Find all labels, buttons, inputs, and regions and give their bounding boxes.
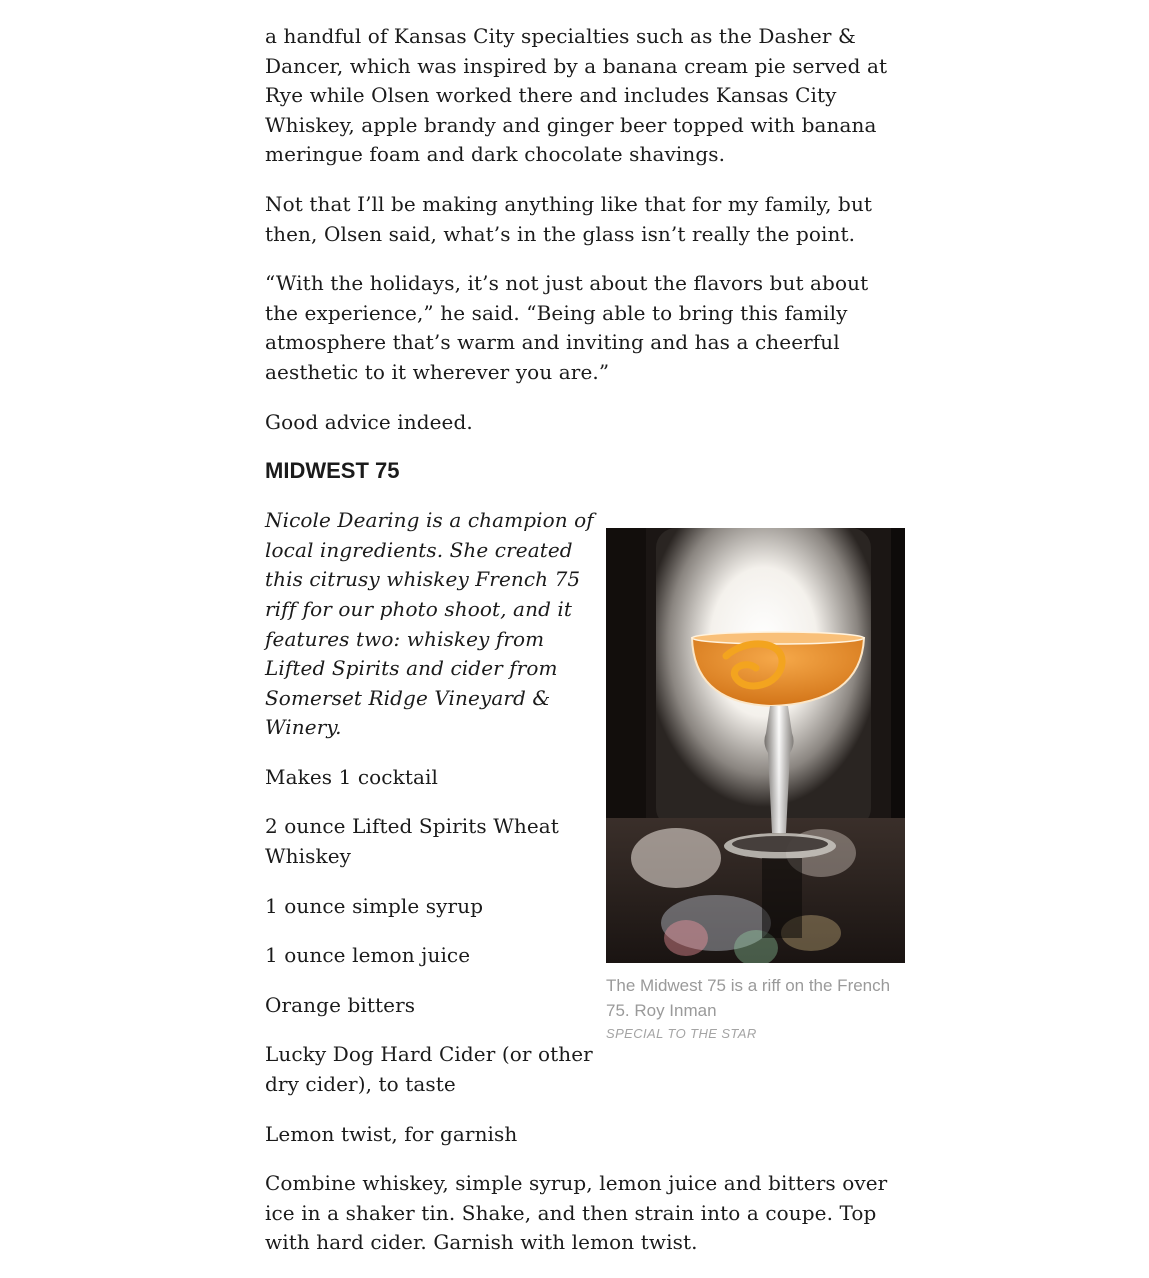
ingredient-item: Lemon twist, for garnish — [265, 1121, 518, 1146]
ingredient-item: Orange bitters — [265, 992, 416, 1017]
article-paragraph: a handful of Kansas City specialties such as the Dasher & Dancer, which was inspired by a banana cream pie served at Rye while Olsen worked there and includes Kansas City Whiskey, apple brandy and ginger beer topped with banana meringue foam and dark chocolate shavings. — [265, 24, 888, 167]
ingredient-item: Lucky Dog Hard Cider (or other dry cider), to taste — [265, 1042, 593, 1097]
article-paragraph: Not that I’ll be making anything like that for my family, but then, Olsen said, what’s in the glass isn’t really the point. — [265, 191, 873, 246]
recipe-directions: Combine whiskey, simple syrup, lemon juice and bitters over ice in a shaker tin. Shake, and then strain into a coupe. Top with hard cider. Garnish with lemon twist. — [265, 1171, 888, 1255]
article-paragraph: Good advice indeed. — [265, 409, 473, 434]
cocktail-figure — [606, 528, 905, 1041]
ingredient-item: 1 ounce lemon juice — [265, 943, 471, 968]
recipe-yield: Makes 1 cocktail — [265, 764, 438, 789]
ingredient-item: 1 ounce simple syrup — [265, 893, 484, 918]
recipe-column — [265, 506, 595, 1149]
photo-credit: SPECIAL TO THE STAR — [606, 1026, 757, 1042]
cocktail-photo[interactable] — [606, 528, 905, 963]
article-paragraph: “With the holidays, it’s not just about the flavors but about the experience,” he said. “Being able to bring this family atmosphere that’s warm and inviting and has a cheerful aesthetic to it wherever you are.” — [265, 271, 869, 384]
coupe-glass-illustration — [606, 528, 905, 963]
article-body — [265, 22, 905, 1278]
recipe-title: MIDWEST 75 — [265, 458, 400, 484]
recipe-section — [265, 506, 905, 1149]
ingredient-item: 2 ounce Lifted Spirits Wheat Whiskey — [265, 814, 559, 869]
photo-caption: The Midwest 75 is a riff on the French 75. Roy Inman — [606, 976, 891, 1021]
recipe-intro: Nicole Dearing is a champion of local ingredients. She created this citrusy whiskey French 75 riff for our photo shoot, and it features two: whiskey from Lifted Spirits and cider from Somerset Ridge Vineyard & Winery. — [265, 508, 594, 740]
